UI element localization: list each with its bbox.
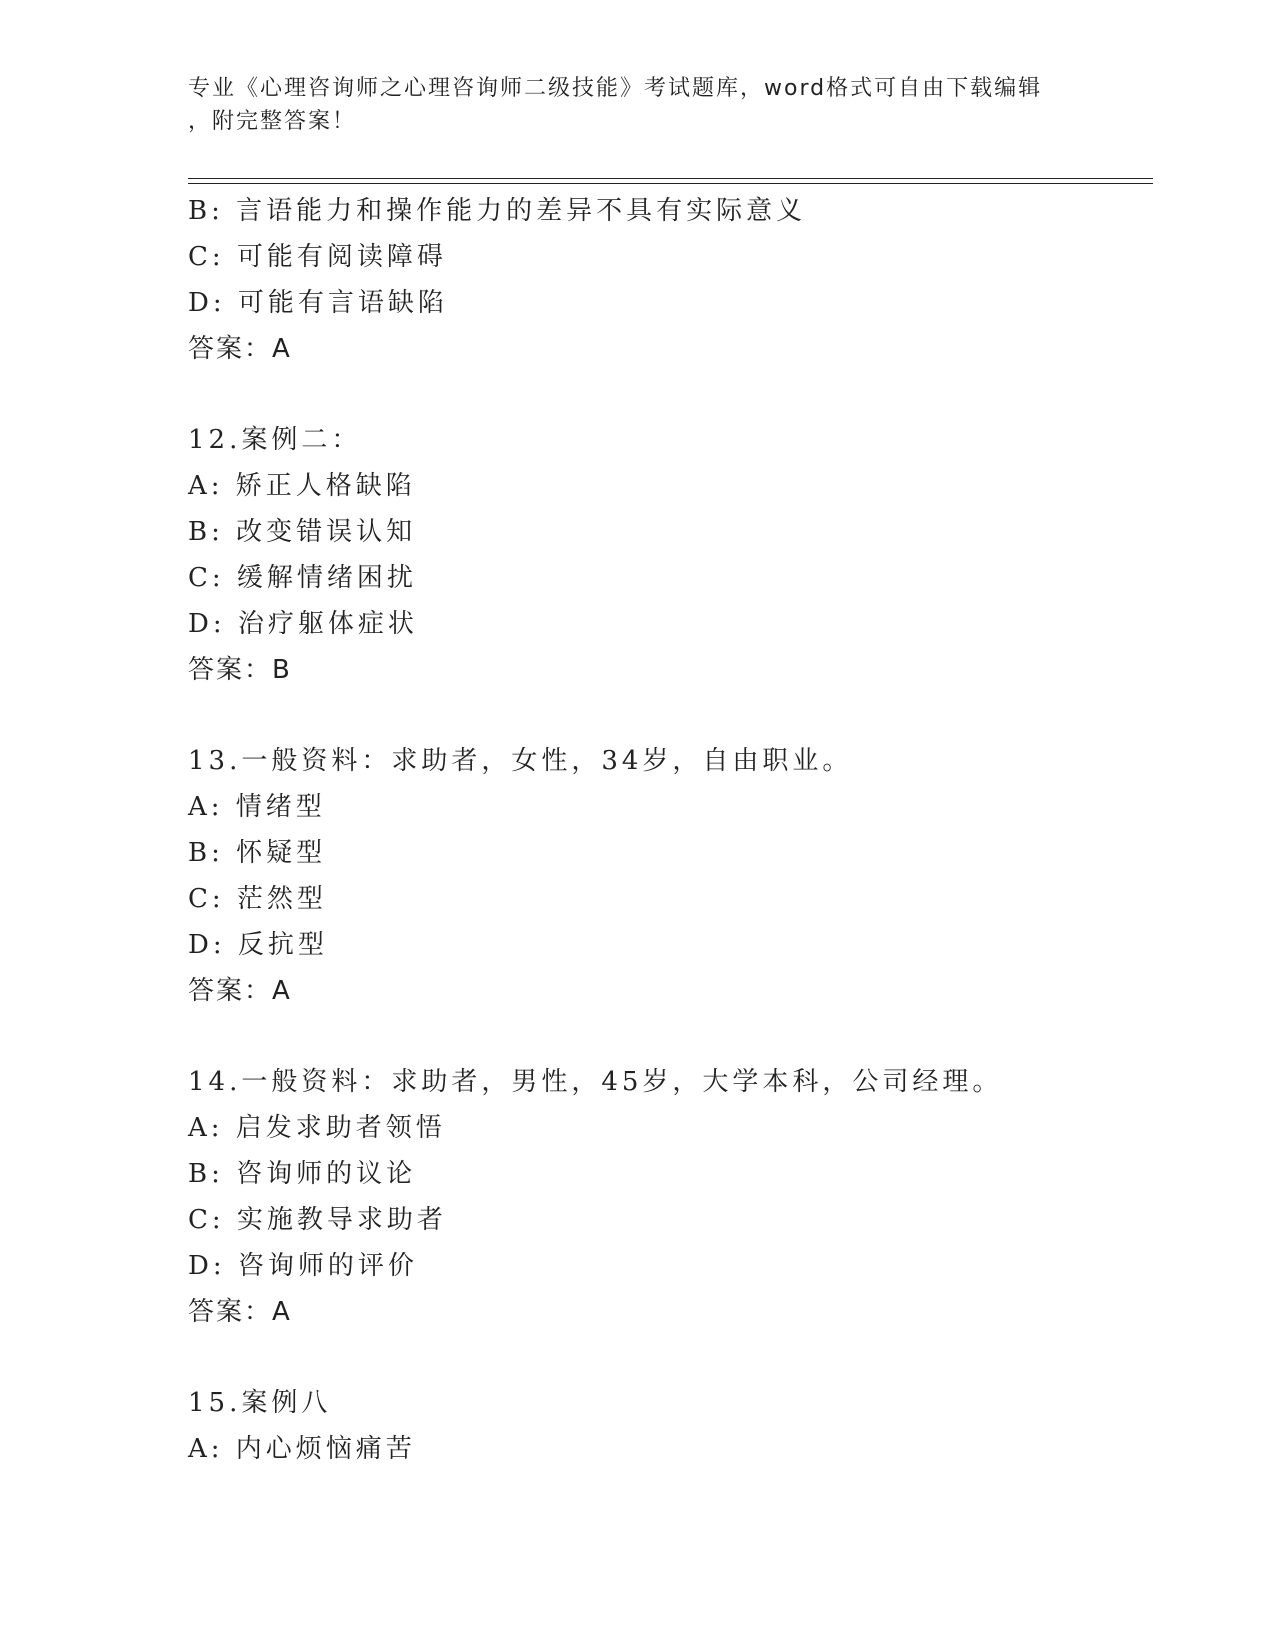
question-list [188, 188, 1148, 1472]
option-a: A: 矫正人格缺陷 [188, 471, 416, 501]
question-15 [188, 1380, 1148, 1472]
option-c: C: 可能有阅读障碍 [188, 242, 447, 272]
option-a: A: 情绪型 [188, 792, 326, 822]
header-divider-top [188, 178, 1153, 179]
option-c: C: 缓解情绪困扰 [188, 563, 417, 593]
header-line-1: 专业《心理咨询师之心理咨询师二级技能》考试题库，word格式可自由下载编辑 [188, 76, 1043, 101]
answer: 答案：A [188, 976, 292, 1006]
question-14 [188, 1059, 1148, 1335]
answer: 答案：A [188, 1297, 292, 1327]
spacer [188, 1014, 1148, 1059]
option-b: B: 改变错误认知 [188, 517, 417, 547]
answer: 答案：B [188, 655, 292, 685]
option-b: B: 咨询师的议论 [188, 1159, 417, 1189]
question-12 [188, 417, 1148, 693]
header-line-2: ，附完整答案！ [188, 109, 357, 134]
question-13 [188, 738, 1148, 1014]
answer: 答案：A [188, 334, 292, 364]
option-d: D: 咨询师的评价 [188, 1251, 418, 1281]
spacer [188, 1335, 1148, 1380]
option-b: B: 言语能力和操作能力的差异不具有实际意义 [188, 196, 807, 226]
option-a: A: 内心烦恼痛苦 [188, 1434, 416, 1464]
spacer [188, 372, 1148, 417]
option-d: D: 反抗型 [188, 930, 328, 960]
spacer [188, 693, 1148, 738]
question-stem: 13.一般资料：求助者，女性，34岁，自由职业。 [188, 746, 853, 776]
question-stem: 14.一般资料：求助者，男性，45岁，大学本科，公司经理。 [188, 1067, 1003, 1097]
option-b: B: 怀疑型 [188, 838, 327, 868]
header-divider-bottom [188, 183, 1153, 184]
question-11 [188, 188, 1148, 372]
option-d: D: 可能有言语缺陷 [188, 288, 448, 318]
document-header [188, 72, 1068, 138]
question-stem: 12.案例二： [188, 425, 362, 455]
question-stem: 15.案例八 [188, 1388, 332, 1418]
option-c: C: 实施教导求助者 [188, 1205, 447, 1235]
option-c: C: 茫然型 [188, 884, 327, 914]
option-a: A: 启发求助者领悟 [188, 1113, 446, 1143]
option-d: D: 治疗躯体症状 [188, 609, 418, 639]
